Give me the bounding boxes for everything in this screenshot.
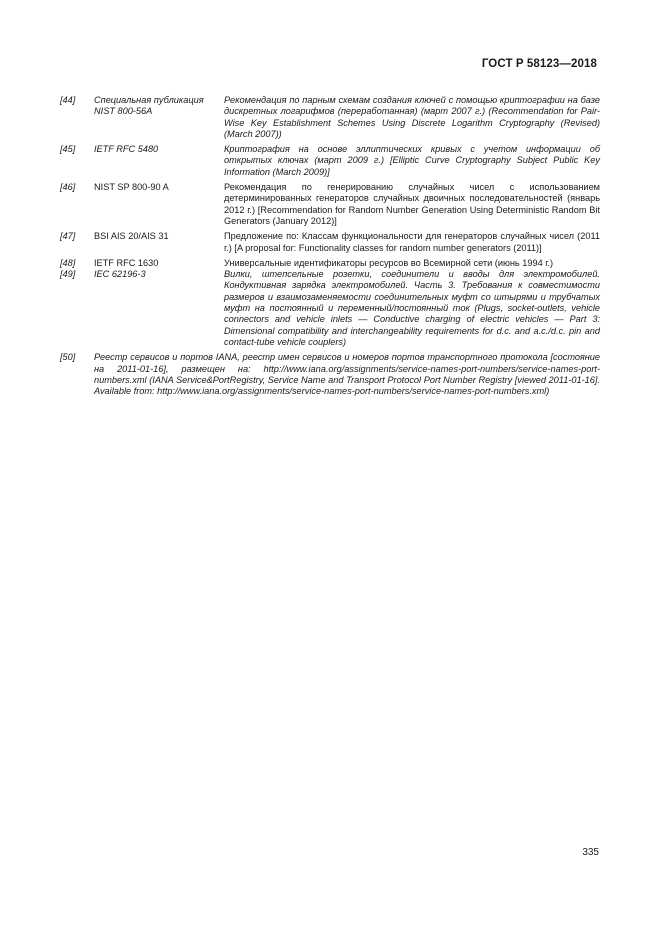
- reference-49: [60, 269, 600, 348]
- reference-44: [60, 95, 600, 140]
- reference-47: [60, 231, 600, 254]
- reference-number: [50]: [60, 352, 76, 363]
- reference-number: [46]: [60, 182, 76, 193]
- reference-number: [48]: [60, 257, 76, 268]
- reference-source: NIST SP 800-90 A: [94, 182, 169, 193]
- reference-text: Реестр сервисов и портов IANA, реестр имен сервисов и номеров портов транспортного протокола [состояние на 2011-01-16], размещен на: http://www.iana.org/assignments/service-names-port-numbers/service-names-port-numbers.xml (IANA Service&PortRegistry, Service Name and Transport Protocol Port Number Registry [viewed 2011-01-16]. Available from: http://www.iana.org/assignments/service-names-port-numbers/service-names-port-numbers.xml): [94, 352, 600, 397]
- reference-text: Предложение по: Классам функциональности для генераторов случайных чисел (2011 г.) [A proposal for: Functionality classes for random number generators (2011)]: [224, 231, 600, 253]
- reference-45: [60, 144, 600, 178]
- reference-source: IETF RFC 5480: [94, 144, 159, 155]
- reference-text: Рекомендация по парным схемам создания ключей с помощью криптографии на базе дискретных логарифмов (переработанная) (март 2007 г.) (Recommendation for Pair-Wise Key Establishment Schemes Using Discrete Logarithm Cryptography (Revised) (March 2007)): [224, 95, 600, 139]
- bibliography-list: [60, 95, 600, 401]
- reference-number: [49]: [60, 269, 76, 280]
- document-header: ГОСТ Р 58123—2018: [481, 58, 597, 70]
- reference-text: Универсальные идентификаторы ресурсов во Всемирной сети (июнь 1994 г.): [224, 257, 554, 268]
- reference-46: [60, 182, 600, 227]
- reference-source: BSI AIS 20/AIS 31: [94, 231, 169, 242]
- reference-source: IEC 62196-3: [94, 269, 146, 280]
- reference-source: IETF RFC 1630: [94, 257, 159, 268]
- reference-48: [60, 258, 600, 269]
- reference-text: Вилки, штепсельные розетки, соединители и вводы для электромобилей. Кондуктивная зарядка электромобилей. Часть 3. Требования к совместимости размеров и взаимозаменяемости соединительных муфт со штырями и трубчатых муфт на постоянный и переменный/постоянный ток (Plugs, socket-outlets, vehicle connectors and vehicle inlets — Conductive charging of electric vehicles — Part 3: Dimensional compatibility and interchangeability requirements for d.c. and a.c./d.c. pin and contact-tube vehicle couplers): [224, 269, 600, 347]
- reference-number: [44]: [60, 95, 76, 105]
- reference-text: Рекомендация по генерированию случайных чисел с использованием детерминированных генераторов случайных двоичных последовательностей (январь 2012 г.) [Recommendation for Random Number Generation Using Deterministic Random Bit Generators (January 2012)]: [224, 182, 600, 226]
- reference-source: Специальная публикация NIST 800-56A: [94, 95, 204, 117]
- reference-50: [60, 352, 600, 397]
- reference-number: [47]: [60, 231, 76, 242]
- reference-text: Криптография на основе эллиптических кривых с учетом информации об открытых ключах (март 2009 г.) [Elliptic Curve Cryptography Subject Public Key Information (March 2009)]: [224, 144, 600, 177]
- reference-number: [45]: [60, 144, 76, 155]
- page-number: 335: [582, 847, 599, 858]
